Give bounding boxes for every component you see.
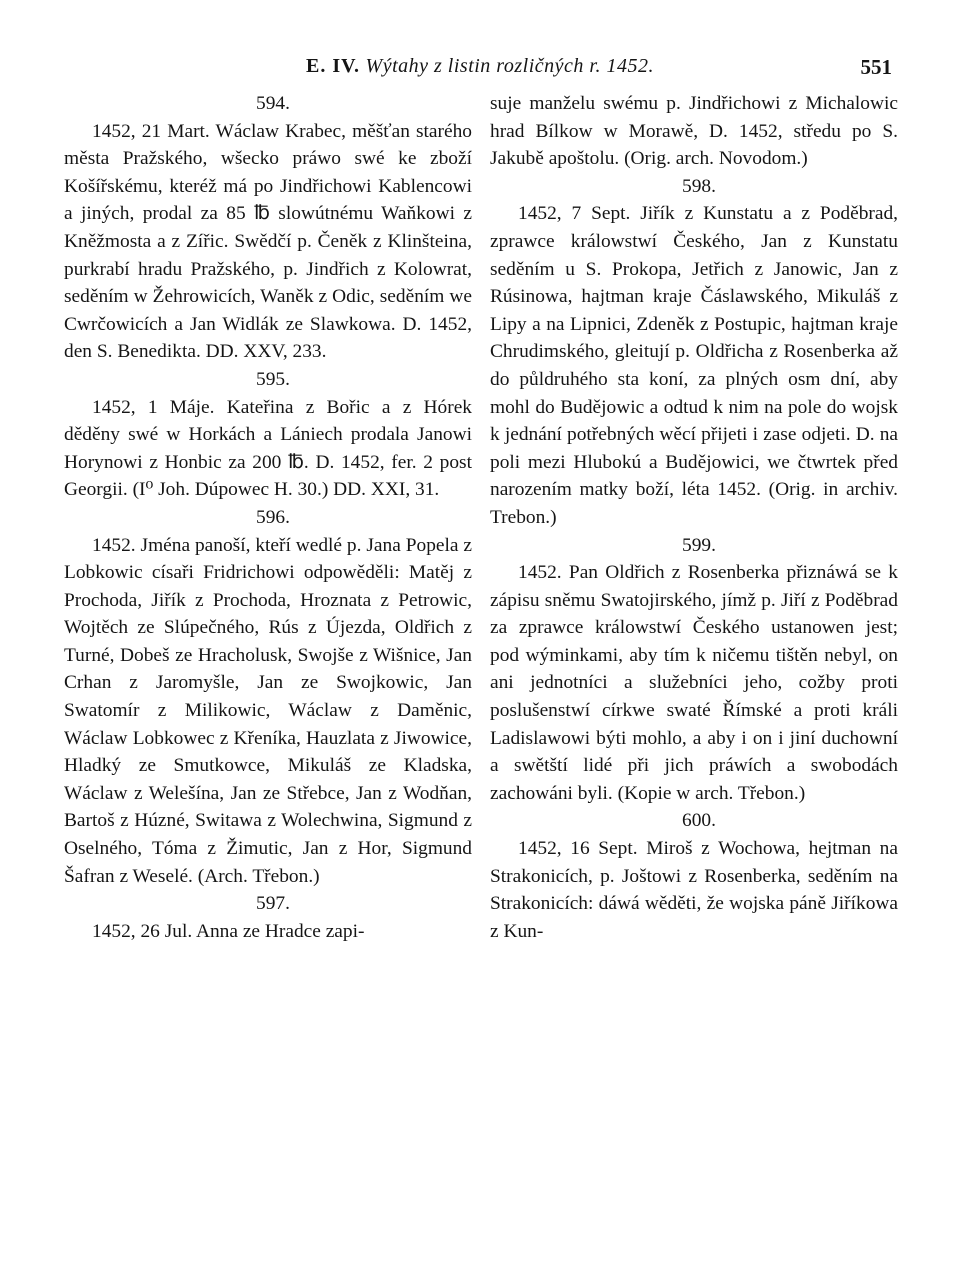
right-column (490, 90, 898, 945)
running-head (60, 55, 900, 89)
entry-number-596: 596. (256, 506, 290, 528)
entry-599-text: 1452. Pan Oldřich z Rosenberka přiznáwá se k zápisu sněmu Swatojirského, jímž p. Jiří z Poděbrad za zprawce králowstwí Českého ustanowen jest; pod wýminkami, aby tím k ničemu tištěn nebyl, on ani jednotníci a služebníci jeho, cožby proti poslušenstwí církwe swaté Římské a proti králi Ladislawowi býti mohlo, a aby i on i jiní duchowní a swětští lidé při jich práwích a swobodách zachowáni byli. (Kopie w arch. Třebon.) (490, 562, 898, 804)
entry-number-594: 594. (256, 93, 290, 114)
entry-600-text: 1452, 16 Sept. Miroš z Wochowa, hejtman na Strakonicích, p. Joštowi z Rosenberka, seděním na Strakonicích: dáwá wěděti, že wojska páně Jiříkowa z Kun- (490, 838, 898, 942)
page-number: 551 (860, 55, 892, 79)
entry-number-599: 599. (682, 534, 716, 556)
entry-number-600: 600. (682, 810, 716, 832)
entry-598-text: 1452, 7 Sept. Jiřík z Kunstatu a z Poděbrad, zprawce králowstwí Českého, Jan z Kunstatu seděním u S. Prokopa, Jetřich z Janowic, Jan z Rúsinowa, hajtman kraje Čáslawského, Mikuláš z Lipy a na Lipnici, Zdeněk z Postupic, hajtman kraje Chrudimského, gleitují p. Oldřicha z Rosenberka až do půldruhého sta koní, za plných osm dní, aby mohl do Budějowic a odtud k nim na pole do wojsk k jednání potřebných wěcí přijeti i zase odjeti. D. na poli mezi Hlubokú a Budějowici, we čtwrtek před narozením matky boží, léta 1452. (Orig. in archiv. Trebon.) (490, 203, 898, 528)
entry-595-body: 1452, 1 Máje. Kateřina z Bořic a z Hórek děděny swé w Horkách a Lániech prodala Janowi Horynowi z Honbic za 200 ℔. D. 1452, fer. 2 post Georgii. (64, 396, 472, 501)
running-head-title (60, 55, 900, 78)
entry-594-text: 1452, 21 Mart. Wáclaw Krabec, měšťan starého města Pražského, wšecko práwo swé ke zboží Košířskému, kteréž má po Jindřichowi Kablencowi a jiných, prodal za 85 ℔ slowútnému Waňkowi z Kněžmosta a z Zířic. Swědčí p. Čeněk z Klinšteina, purkrabí hradu Pražského, p. Jindřich z Kolowrat, seděním w Žehrowicích, Waněk z Odic, seděním we Cwrčowicích a Jan Widlák ze Slawkowa. D. 1452, den S. Benedikta. DD. XXV, 233. (64, 120, 472, 363)
entry-number-597: 597. (256, 893, 290, 915)
entry-number-598: 598. (682, 175, 716, 197)
left-column (64, 90, 472, 945)
entry-595-text (64, 394, 472, 504)
section-label: E. IV. (306, 55, 361, 77)
entry-596-text: 1452. Jména panoší, kteří wedlé p. Jana Popela z Lobkowic císaři Fridrichowi odpowěděli: Matěj z Prochoda, Jiřík z Prochoda, Hroznata z Petrowic, Wojtěch ze Slúpečného, Rús z Újezda, Oldřich z Turné, Dobeš ze Hracholusk, Swojše z Wišnice, Jan Crhan z Jaromyšle, Jan ze Swojkowic, Jan Swatomír z Milikowic, Wáclaw z Daměnic, Wáclaw Lobkowec z Křeníka, Hauzlata z Jiwowice, Hladký ze Smutkowce, Mikuláš ze Kladska, Wáclaw z Welešína, Jan ze Střebce, Jan z Wodňan, Bartoš z Húzné, Switawa z Wolechwina, Sigmund z Oselného, Tóma z Žimutic, Jan z Hor, Sigmund Šafran z Weselé. (Arch. Třebon.) (64, 534, 472, 887)
entry-number-595: 595. (256, 368, 290, 390)
entry-597-text: 1452, 26 Jul. Anna ze Hradce zapi- (92, 920, 365, 942)
entry-595-source: (I⁰ Joh. Dúpowec H. 30.) DD. XXI, 31. (132, 479, 440, 501)
chapter-title: Wýtahy z listin rozličných r. 1452. (365, 55, 654, 77)
entry-597-continuation: suje manželu swému p. Jindřichowi z Michalowic hrad Bílkow w Morawě, D. 1452, středu po S. Jakubě apoštolu. (Orig. arch. Novodom.) (490, 93, 898, 170)
